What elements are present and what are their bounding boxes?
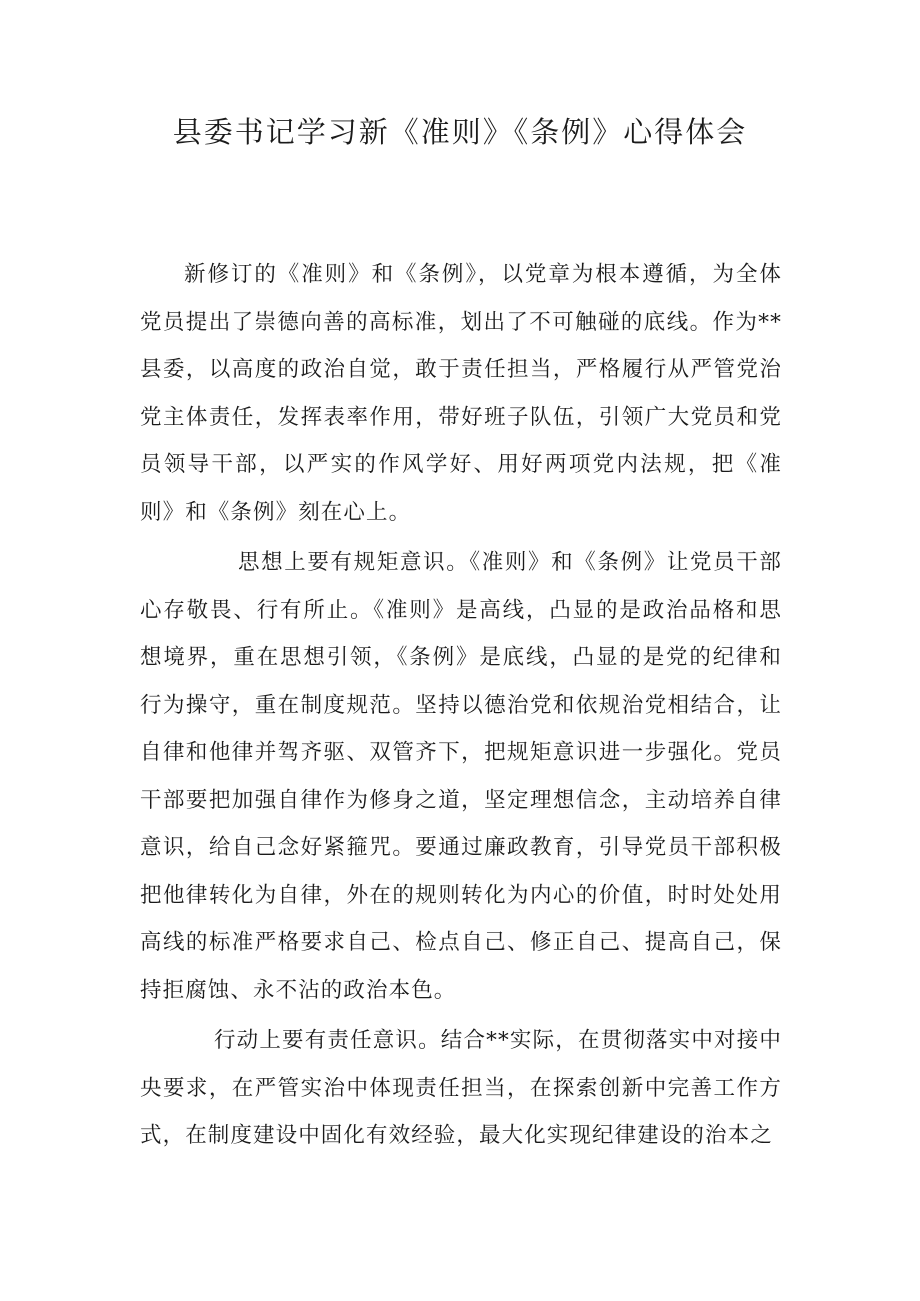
document-title: 县委书记学习新《准则》《条例》心得体会: [172, 115, 748, 149]
paragraph: 思想上要有规矩意识。《准则》和《条例》让党员干部心存敬畏、行有所止。《准则》是高线，凸显的是政治品格和思想境界，重在思想引领，《条例》是底线，凸显的是党的纪律和行为操守，重在制度规范。坚持以德治党和依规治党相结合，让自律和他律并驾齐驱、双管齐下，把规矩意识进一步强化。党员干部要把加强自律作为修身之道，坚定理想信念，主动培养自律意识，给自己念好紧箍咒。要通过廉政教育，引导党员干部积极把他律转化为自律，外在的规则转化为内心的价值，时时处处用高线的标准严格要求自己、检点自己、修正自己、提高自己，保持拒腐蚀、永不沾的政治本色。: [140, 550, 782, 1003]
document-body: [140, 251, 782, 1160]
paragraph: 行动上要有责任意识。结合**实际，在贯彻落实中对接中央要求，在严管实治中体现责任担当，在探索创新中完善工作方式，在制度建设中固化有效经验，最大化实现纪律建设的治本之: [140, 1028, 782, 1148]
paragraph: 新修订的《准则》和《条例》，以党章为根本遵循，为全体党员提出了崇德向善的高标准，划出了不可触碰的底线。作为**县委，以高度的政治自觉，敢于责任担当，严格履行从严管党治党主体责任，发挥表率作用，带好班子队伍，引领广大党员和党员领导干部，以严实的作风学好、用好两项党内法规，把《准则》和《条例》刻在心上。: [140, 262, 782, 525]
